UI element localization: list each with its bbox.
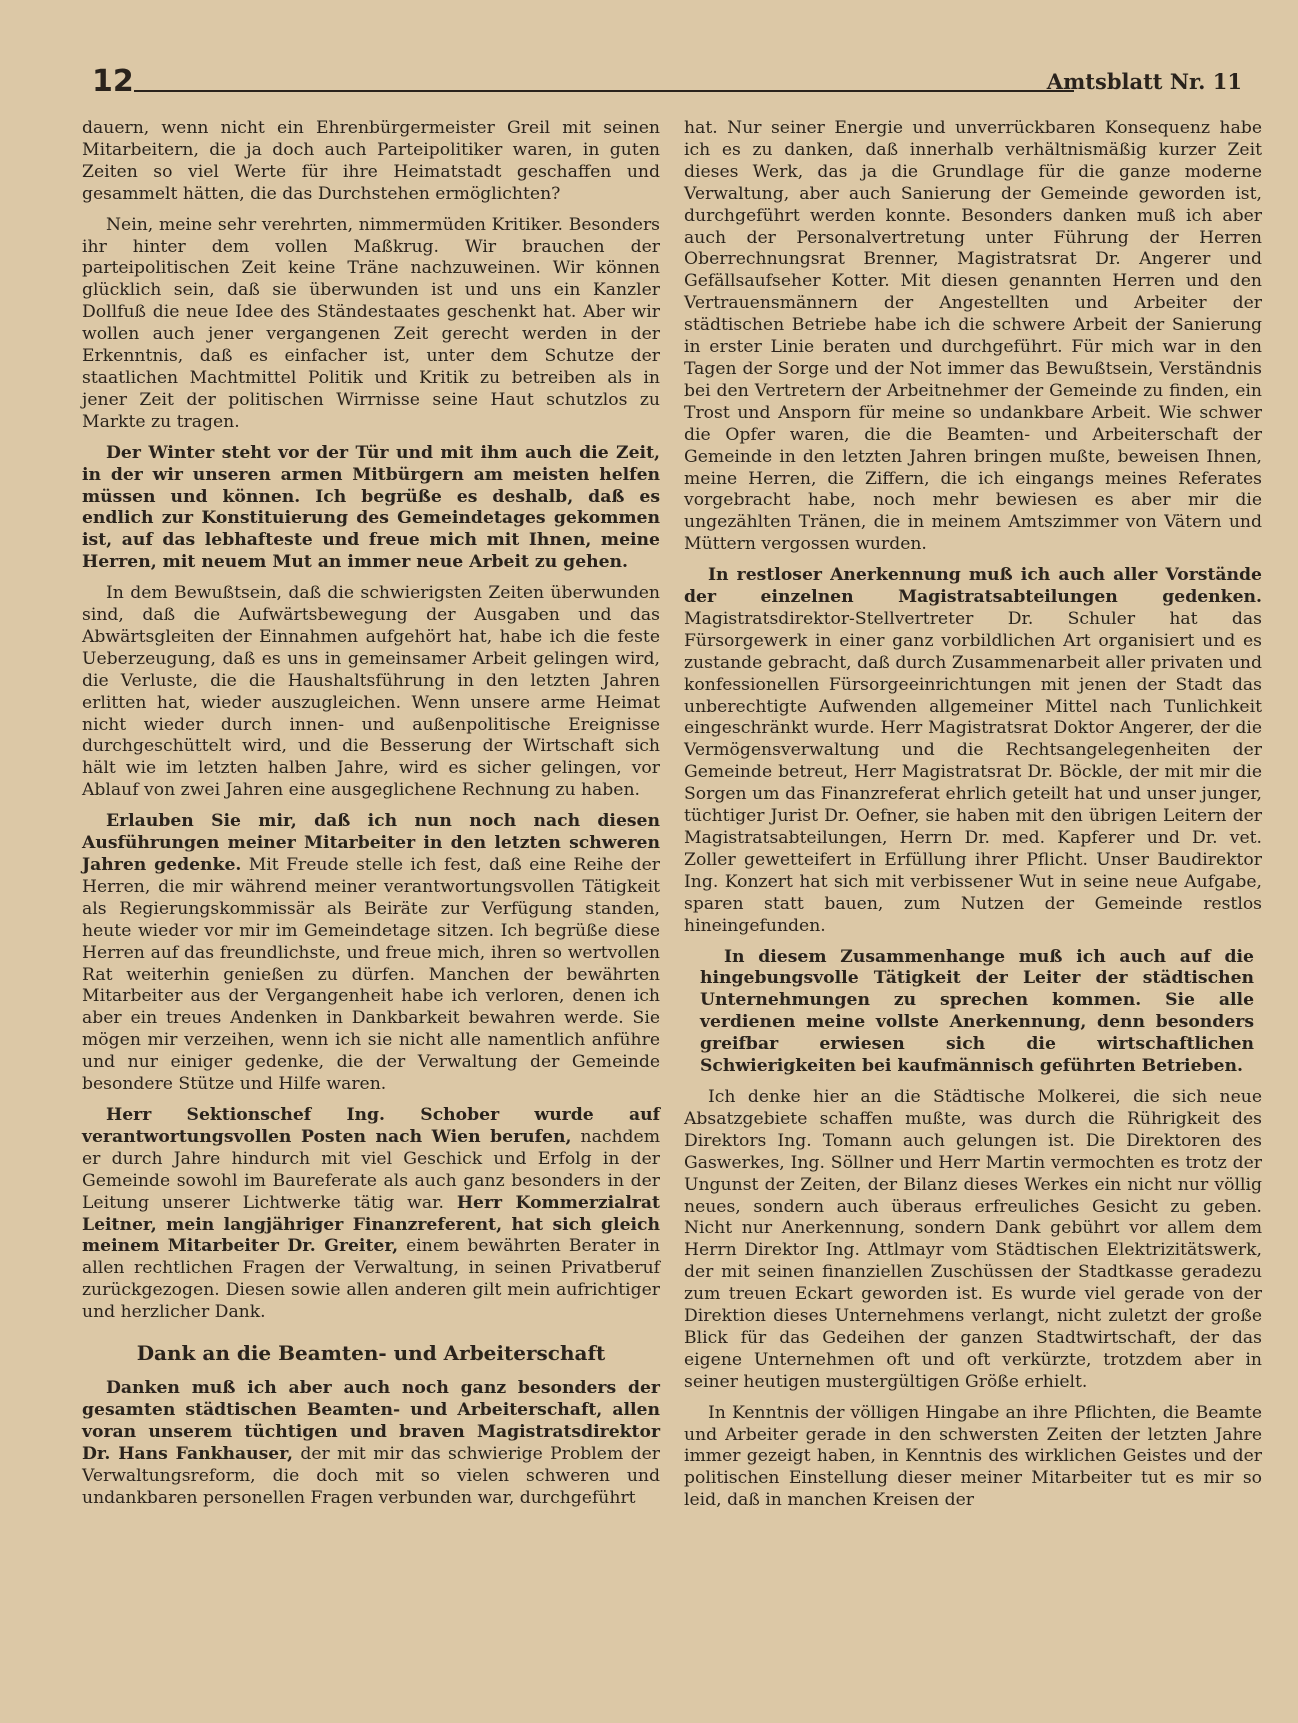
emphasis: Danken muß ich aber auch noch ganz besonders der gesamten städtischen Beamten- und Arbeiterschaft, allen voran unserem tüchtigen und braven Magistratsdirektor Dr. Hans Fankhauser, (82, 1378, 660, 1464)
paragraph: Ich denke hier an die Städtische Molkerei, die sich neue Absatzgebiete schaffen mußte, was durch die Rührigkeit des Direktors Ing. Tomann auch gelungen ist. Die Direktoren des Gaswerkes, Ing. Söllner und Herr Martin vermochten es trotz der Ungunst der Zeiten, der Bilanz dieses Werkes ein nicht nur völlig neues, sondern auch überaus erfreuliches Gesicht zu geben. Nicht nur Anerkennung, sondern Dank gebührt vor allem dem Herrn Direktor Ing. Attlmayr vom Städtischen Elektrizitätswerk, der mit seinen finanziellen Zuschüssen der Stadtkasse geradezu zum treuen Eckart geworden ist. Es wurde viel gerade von der Direktion dieses Unternehmens verlangt, nicht zuletzt der große Blick für das Gedeihen der ganzen Stadtwirtschaft, der das eigene Unternehmen oft und oft verkürzte, trotzdem aber in seiner heutigen mustergültigen Größe erhielt. (684, 1086, 1262, 1392)
paragraph (684, 565, 1262, 937)
paragraph: In Kenntnis der völligen Hingabe an ihre Pflichten, die Beamte und Arbeiter gerade in den schwersten Zeiten der letzten Jahre immer gezeigt haben, in Kenntnis des wirklichen Geistes und der politischen Einstellung dieser meiner Mitarbeiter tut es mir so leid, daß in manchen Kreisen der (684, 1402, 1262, 1511)
section-heading: Dank an die Beamten- und Arbeiterschaft (136, 1341, 606, 1366)
paragraph (82, 1105, 660, 1324)
paragraph-bold: In diesem Zusammenhange muß ich auch auf die hingebungsvolle Tätigkeit der Leiter der städtischen Unternehmungen zu sprechen kommen. Sie alle verdienen meine vollste Anerkennung, denn besonders greifbar erwiesen sich die wirtschaftlichen Schwierigkeiten bei kaufmännisch geführten Betrieben. (700, 946, 1254, 1077)
paragraph (82, 583, 660, 802)
page-number: 12 (92, 64, 134, 99)
paragraph-text: der mit mir das schwierige Problem der Verwaltungsreform, die doch mit so vielen schweren und undankbaren personellen Fragen verbunden war, durchgeführt (82, 1443, 660, 1508)
paragraph-bold: Der Winter steht vor der Tür und mit ihm auch die Zeit, in der wir unseren armen Mitbürgern am meisten helfen müssen und können. Ich begrüße es deshalb, daß es endlich zur Konstituierung des Gemeindetages gekommen ist, auf das lebhafteste und freue mich mit Ihnen, meine Herren, mit neuem Mut an immer neue Arbeit zu gehen. (82, 442, 660, 573)
emphasis: Herr Sektionschef Ing. Schober wurde auf verantwortungsvollen Posten nach Wien berufen, (82, 1104, 660, 1147)
page-header (92, 64, 1242, 108)
paragraph-text: einem bewährten Berater in allen rechtlichen Fragen der Verwaltung, in seinen Privatberuf zurückgezogen. Diesen sowie allen anderen gilt mein aufrichtiger und herzlicher Dank. (82, 1236, 660, 1323)
issue-label: Amtsblatt Nr. 11 (1046, 69, 1242, 94)
paragraph-text: In dem Bewußtsein, daß die schwierigsten Zeiten überwunden sind, daß die Aufwärtsbewegung der Ausgaben und das Abwärtsgleiten der Einnahmen aufgehört hat, habe ich die feste Ueberzeugung, daß es uns in gemeinsamer Arbeit gelingen wird, die Verluste, die die Haushaltsführung in den letzten Jahren erlitten hat, wieder auszugleichen. Wenn unsere arme Heimat nicht wieder durch innen- und außenpolitische Ereignisse durchgeschüttelt wird, und die Besserung der Wirtschaft sich hält wie im letzten halben Jahre, wird es sicher gelingen, vor Ablauf von zwei Jahren eine ausgeglichene Rechnung zu haben. (82, 583, 660, 801)
paragraph: Nein, meine sehr verehrten, nimmermüden Kritiker. Besonders ihr hinter dem vollen Maßkrug. Wir brauchen der parteipolitischen Zeit keine Träne nachzuweinen. Wir können glücklich sein, daß sie überwunden ist und uns ein Kanzler Dollfuß die neue Idee des Ständestaates geschenkt hat. Aber wir wollen auch jener vergangenen Zeit gerecht werden in der Erkenntnis, daß es einfacher ist, unter dem Schutze der staatlichen Machtmittel Politik und Kritik zu betreiben als in jener Zeit der politischen Wirrnisse seine Haut schutzlos zu Markte zu tragen. (82, 214, 660, 432)
left-column (82, 118, 660, 1518)
emphasis: Herr Kommerzialrat Leitner, mein langjähriger Finanzreferent, hat sich gleich meinem Mitarbeiter Dr. Greiter, (82, 1192, 660, 1257)
emphasis: Erlauben Sie mir, daß ich nun noch nach diesen Ausführungen meiner Mitarbeiter in den letzten schweren Jahren gedenke. (82, 811, 660, 875)
paragraph-text: Mit Freude stelle ich fest, daß eine Reihe der Herren, die mir während meiner verantwortungsvollen Tätigkeit als Regierungskommissär als Beiräte zur Verfügung standen, heute wieder vor mir im Gemeindetage sitzen. Ich begrüße diese Herren auf das freundlichste, und freue mich, ihren so wertvollen Rat weiterhin genießen zu dürfen. Manchen der bewährten Mitarbeiter aus der Vergangenheit habe ich verloren, denen ich aber ein treues Andenken in Dankbarkeit bewahren werde. Sie mögen mir verzeihen, wenn ich sie nicht alle namentlich anführe und nur einiger gedenke, die der Verwaltung der Gemeinde besondere Stütze und Hilfe waren. (82, 855, 660, 1095)
paragraph (82, 1378, 660, 1509)
paragraph-text: Magistratsdirektor-Stellvertreter Dr. Schuler hat das Fürsorgewerk in einer ganz vorbildlichen Art organisiert und es zustande gebracht, daß durch Zusammenarbeit aller privaten und konfessionellen Fürsorgeeinrichtungen mit jenen der Stadt das unberechtigte Aufwenden allgemeiner Mittel nach Tunlichkeit eingeschränkt wurde. Herr Magistratsrat Doktor Angerer, der die Vermögensverwaltung und die Rechtsangelegenheiten der Gemeinde betreut, Herr Magistratsrat Dr. Böckle, der mit mir die Sorgen um das Finanzreferat ehrlich geteilt hat und unser junger, tüchtiger Jurist Dr. Oefner, sie haben mit den übrigen Leitern der Magistratsabteilungen, Herrn Dr. med. Kapferer und Dr. vet. Zoller gewetteifert in Erfüllung ihrer Pflicht. Unser Baudirektor Ing. Konzert hat sich mit verbissener Wut in seine neue Aufgabe, sparen statt bauen, zum Nutzen der Gemeinde restlos hineingefunden. (684, 608, 1262, 936)
emphasis: In restloser Anerkennung muß ich auch aller Vorstände der einzelnen Magistratsabteilungen gedenken. (684, 565, 1262, 608)
paragraph: dauern, wenn nicht ein Ehrenbürgermeister Greil mit seinen Mitarbeitern, die ja doch auch Parteipolitiker waren, in guten Zeiten so viel Werte für ihre Heimatstadt geschaffen und gesammelt hätten, die das Durchstehen ermöglichten? (82, 118, 660, 204)
paragraph: hat. Nur seiner Energie und unverrückbaren Konsequenz habe ich es zu danken, daß innerhalb verhältnismäßig kurzer Zeit dieses Werk, das ja die Grundlage für die ganze moderne Verwaltung, aber auch Sanierung der Gemeinde geworden ist, durchgeführt werden konnte. Besonders danken muß ich aber auch der Personalvertretung unter Führung der Herren Oberrechnungsrat Brenner, Magistratsrat Dr. Angerer und Gefällsaufseher Kotter. Mit diesen genannten Herren und den Vertrauensmännern der Angestellten und Arbeiter der städtischen Betriebe habe ich die schwere Arbeit der Sanierung in erster Linie beraten und durchgeführt. Für mich war in den Tagen der Sorge und der Not immer das Bewußtsein, Verständnis bei den Vertretern der Arbeitnehmer der Gemeinde zu finden, ein Trost und Ansporn für meine so undankbare Arbeit. Wie schwer die Opfer waren, die die Beamten- und Arbeiterschaft der Gemeinde in den letzten Jahren bringen mußte, beweisen Ihnen, meine Herren, die Ziffern, die ich eingangs meines Referates vorgebracht habe, noch mehr bewiesen es aber mir die ungezählten Tränen, die in meinem Amtszimmer von Vätern und Müttern vergossen wurden. (684, 118, 1262, 555)
paragraph-text: nachdem er durch Jahre hindurch mit viel Geschick und Erfolg in der Gemeinde sowohl im Baureferate als auch ganz besonders in der Leitung unserer Lichtwerke tätig war. (82, 1126, 660, 1213)
paragraph (82, 811, 660, 1096)
header-rule (134, 90, 1074, 92)
right-column (684, 118, 1262, 1521)
